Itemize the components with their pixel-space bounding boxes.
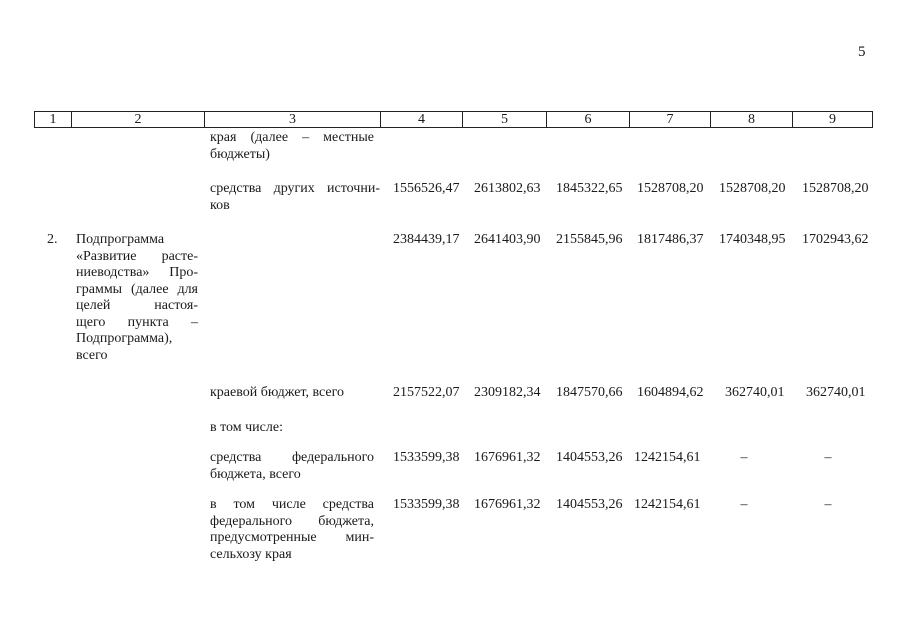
- funding-source-line: предусмотренные мин-: [210, 530, 374, 545]
- table-row: [210, 181, 380, 214]
- cell-value-col9: –: [824, 497, 832, 512]
- funding-source-line: сельхозу края: [210, 546, 292, 562]
- cell-value-col5: 1676961,32: [474, 450, 541, 465]
- cell-value-col6: 1404553,26: [556, 450, 623, 465]
- table-row: [210, 130, 374, 163]
- table-row: [210, 497, 374, 563]
- subprogram-line: граммы (далее для: [76, 281, 198, 297]
- cell-value-col7: 1242154,61: [634, 450, 701, 465]
- cell-value-col4: 1556526,47: [393, 181, 460, 196]
- funding-source-line: ков: [210, 197, 230, 213]
- cell-value-col8: –: [740, 450, 748, 465]
- cell-value-col8: 1528708,20: [719, 181, 786, 196]
- cell-value-col4: 1533599,38: [393, 450, 460, 465]
- cell-value-col6: 1847570,66: [556, 385, 623, 400]
- subprogram-line: ниеводства» Про-: [76, 265, 198, 280]
- funding-source-line: бюджета, всего: [210, 466, 301, 482]
- cell-value-col9: 1702943,62: [802, 232, 869, 247]
- table-row: [210, 450, 374, 483]
- cell-value-col7: 1242154,61: [634, 497, 701, 512]
- header-col-3: 3: [205, 112, 381, 128]
- subprogram-line: «Развитие расте-: [76, 248, 198, 264]
- header-col-8: 8: [711, 112, 793, 128]
- cell-value-col6: 1404553,26: [556, 497, 623, 512]
- header-col-4: 4: [381, 112, 463, 128]
- cell-value-col4: 1533599,38: [393, 497, 460, 512]
- header-col-2: 2: [72, 112, 205, 128]
- cell-value-col8: 362740,01: [725, 385, 785, 400]
- cell-value-col4: 2157522,07: [393, 385, 460, 400]
- cell-value-col7: 1817486,37: [637, 232, 704, 247]
- subprogram-line: щего пункта –: [76, 314, 198, 330]
- cell-value-col7: 1528708,20: [637, 181, 704, 196]
- cell-value-col6: 1845322,65: [556, 181, 623, 196]
- subprogram-line: Подпрограмма),: [76, 331, 173, 346]
- cell-value-col5: 2309182,34: [474, 385, 541, 400]
- header-col-1: 1: [35, 112, 72, 128]
- cell-value-col8: 1740348,95: [719, 232, 786, 247]
- cell-value-col9: 1528708,20: [802, 181, 869, 196]
- cell-value-col5: 1676961,32: [474, 497, 541, 512]
- funding-source-line: федерального бюджета,: [210, 513, 374, 529]
- column-number-header: [34, 111, 873, 128]
- funding-source-line: средства федерального: [210, 450, 374, 465]
- subprogram-line: целей настоя-: [76, 298, 198, 313]
- cell-value-col5: 2613802,63: [474, 181, 541, 196]
- funding-source-line: края (далее – местные: [210, 130, 374, 145]
- subprogram-name: [76, 232, 198, 364]
- header-col-9: 9: [793, 112, 873, 128]
- subprogram-line: всего: [76, 347, 108, 363]
- subprogram-line: Подпрограмма: [76, 232, 165, 247]
- cell-value-col8: –: [740, 497, 748, 512]
- header-col-5: 5: [463, 112, 547, 128]
- header-col-7: 7: [630, 112, 711, 128]
- page-number: 5: [858, 44, 866, 60]
- cell-value-col6: 2155845,96: [556, 232, 623, 247]
- header-col-6: 6: [547, 112, 630, 128]
- funding-source-line: в том числе:: [210, 420, 283, 435]
- funding-source-line: средства других источни-: [210, 181, 380, 196]
- funding-source-line: краевой бюджет, всего: [210, 385, 345, 400]
- funding-source-line: бюджеты): [210, 146, 270, 162]
- row-number: 2.: [47, 232, 58, 247]
- cell-value-col9: –: [824, 450, 832, 465]
- cell-value-col9: 362740,01: [806, 385, 866, 400]
- funding-source-line: в том числе средства: [210, 497, 374, 512]
- cell-value-col4: 2384439,17: [393, 232, 460, 247]
- cell-value-col7: 1604894,62: [637, 385, 704, 400]
- cell-value-col5: 2641403,90: [474, 232, 541, 247]
